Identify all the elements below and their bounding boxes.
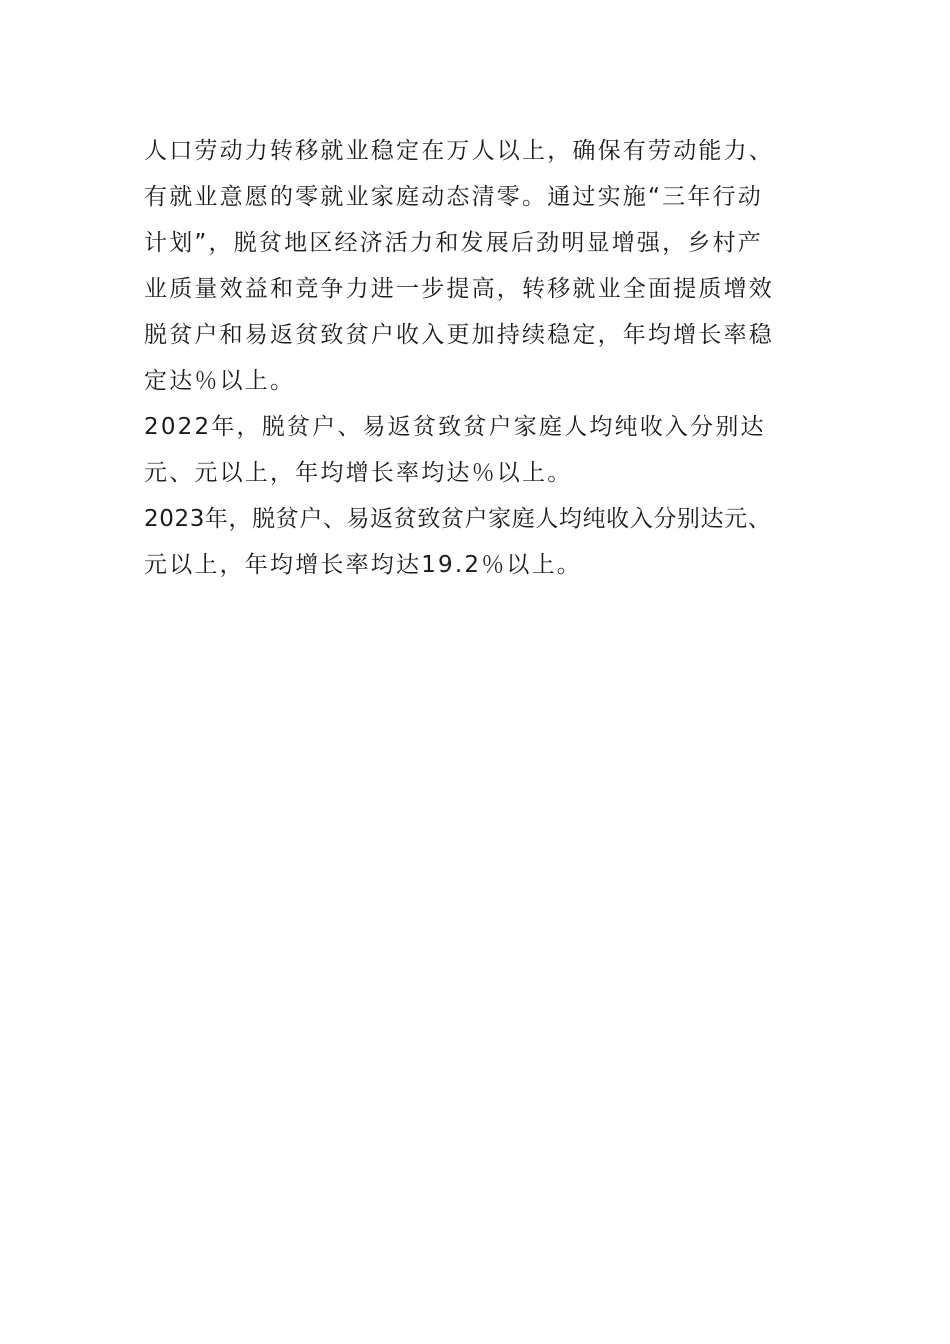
document-body [144,128,844,588]
text-line-7: 2022年，脱贫户、易返贫致贫户家庭人均纯收入分别达 [144,414,766,440]
text-line-10: 元以上，年均增长率均达19.2％以上。 [144,552,583,578]
text-line-9: 2023年，脱贫户、易返贫致贫户家庭人均纯收入分别达元、 [144,506,772,532]
text-line-8: 元、元以上，年均增长率均达％以上。 [144,460,573,486]
text-line-4: 业质量效益和竞争力进一步提高，转移就业全面提质增效 [144,276,774,302]
text-line-2: 有就业意愿的零就业家庭动态清零。通过实施“三年行动 [144,184,763,210]
text-line-6: 定达％以上。 [144,368,296,394]
text-line-1: 人口劳动力转移就业稳定在万人以上，确保有劳动能力、 [144,138,774,164]
text-line-5: 脱贫户和易返贫致贫户收入更加持续稳定，年均增长率稳 [144,322,774,348]
text-line-3: 计划”，脱贫地区经济活力和发展后劲明显增强，乡村产 [144,230,763,256]
